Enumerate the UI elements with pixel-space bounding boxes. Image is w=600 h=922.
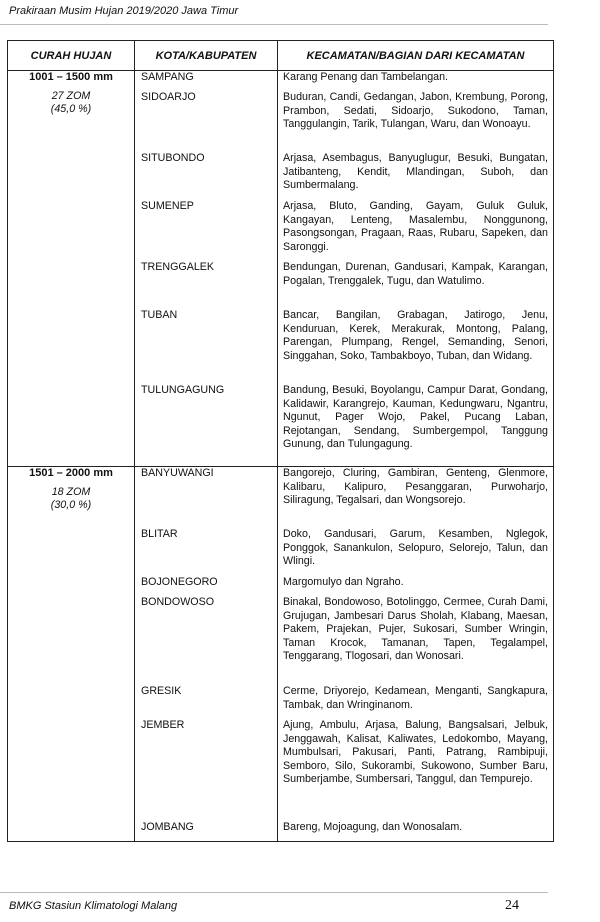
- kota-name: SUMENEP: [141, 200, 194, 212]
- column-header-kota: KOTA/KABUPATEN: [135, 41, 278, 71]
- column-header-curah-hujan: CURAH HUJAN: [8, 41, 135, 71]
- rainfall-range-cell: [8, 71, 135, 467]
- kecamatan-cell: [278, 71, 554, 467]
- zom-count: 27 ZOM: [51, 90, 91, 102]
- kecamatan-list: Bangorejo, Cluring, Gambiran, Genteng, Glenmore, Kalibaru, Kalipuro, Pesanggaran, Purwoharjo, Siliragung, Tegalsari, dan Wongsorejo.: [283, 467, 548, 507]
- kecamatan-list: Cerme, Driyorejo, Kedamean, Menganti, Sangkapura, Tambak, dan Wringinanom.: [283, 685, 548, 711]
- kota-name: BANYUWANGI: [141, 467, 214, 479]
- column-header-kecamatan: KECAMATAN/BAGIAN DARI KECAMATAN: [278, 41, 554, 71]
- kecamatan-list: Binakal, Bondowoso, Botolinggo, Cermee, Curah Dami, Grujugan, Jambesari Darus Sholah, Klabang, Maesan, Pakem, Prajekan, Pujer, Sukosari, Sumber Wringin, Taman Krocok, Tamanan, Tapen, Tegalampel, Tenggarang, Tlogosari, dan Wonosari.: [283, 596, 548, 663]
- kecamatan-list: Bandung, Besuki, Boyolangu, Campur Darat, Gondang, Kalidawir, Karangrejo, Kauman, Kedungwaru, Ngantru, Ngunut, Pager Wojo, Pakel, Pucang Laban, Rejotangan, Sendang, Sumbergempol, Tanggung Gunung, dan Tulungagung.: [283, 384, 548, 451]
- kecamatan-list: Ajung, Ambulu, Arjasa, Balung, Bangsalsari, Jelbuk, Jenggawah, Kalisat, Kaliwates, Ledokombo, Mayang, Mumbulsari, Pakusari, Panti, Patrang, Rambipuji, Semboro, Silo, Sukorambi, Sukowono, Sumber Baru, Sumberjambe, Sumbersari, Tanggul, dan Tempurejo.: [283, 719, 548, 786]
- kecamatan-list: Arjasa, Asembagus, Banyuglugur, Besuki, Bungatan, Jatibanteng, Kendit, Mlandingan, Suboh, dan Sumbermalang.: [283, 152, 548, 192]
- zom-count: 18 ZOM: [51, 486, 91, 498]
- kota-name: GRESIK: [141, 685, 182, 697]
- kota-name: BLITAR: [141, 528, 178, 540]
- kota-cell: [135, 71, 278, 467]
- kota-name: TRENGGALEK: [141, 261, 215, 273]
- kota-name: BOJONEGORO: [141, 576, 218, 588]
- footer-divider: [0, 892, 548, 893]
- kecamatan-list: Buduran, Candi, Gedangan, Jabon, Krembung, Porong, Prambon, Sedati, Sidoarjo, Sukodono, Taman, Tanggulangin, Tarik, Tulangan, Waru, dan Wonoayu.: [283, 91, 548, 131]
- kota-name: SIDOARJO: [141, 91, 196, 103]
- kecamatan-list: Bareng, Mojoagung, dan Wonosalam.: [283, 821, 463, 833]
- kecamatan-list: Margomulyo dan Ngraho.: [283, 576, 404, 588]
- rainfall-range: 1501 – 2000 mm: [29, 467, 113, 479]
- table-header-row: [8, 41, 554, 71]
- kecamatan-list: Bancar, Bangilan, Grabagan, Jatirogo, Jenu, Kenduruan, Kerek, Merakurak, Montong, Palang, Parengan, Plumpang, Rengel, Semanding, Senori, Singgahan, Soko, Tambakboyo, Tuban, dan Widang.: [283, 309, 548, 362]
- kota-name: BONDOWOSO: [141, 596, 215, 608]
- header-divider: [0, 24, 548, 25]
- kota-name: TUBAN: [141, 309, 178, 321]
- table-row-group-2: [8, 467, 554, 842]
- table-row-group-1: [8, 71, 554, 467]
- rainfall-range-cell: [8, 467, 135, 842]
- page-number: 24: [505, 898, 519, 913]
- kecamatan-list: Karang Penang dan Tambelangan.: [283, 71, 448, 83]
- page-header: Prakiraan Musim Hujan 2019/2020 Jawa Timur: [9, 5, 239, 17]
- kota-name: SAMPANG: [141, 71, 194, 83]
- kecamatan-list: Bendungan, Durenan, Gandusari, Kampak, Karangan, Pogalan, Trenggalek, Tugu, dan Watulimo.: [283, 261, 548, 287]
- rainfall-table: [7, 40, 554, 842]
- zom-percent: (45,0 %): [50, 103, 92, 115]
- kota-cell: [135, 467, 278, 842]
- page-footer: BMKG Stasiun Klimatologi Malang: [9, 900, 178, 912]
- kota-name: JEMBER: [141, 719, 185, 731]
- kecamatan-list: Doko, Gandusari, Garum, Kesamben, Nglegok, Ponggok, Sanankulon, Selopuro, Selorejo, Talun, dan Wlingi.: [283, 528, 548, 568]
- kecamatan-cell: [278, 467, 554, 842]
- kecamatan-list: Arjasa, Bluto, Ganding, Gayam, Guluk Guluk, Kangayan, Lenteng, Masalembu, Nonggunong, Pasongsongan, Pragaan, Raas, Rubaru, Sapeken, dan Saronggi.: [283, 200, 548, 253]
- kota-name: TULUNGAGUNG: [141, 384, 225, 396]
- kota-name: JOMBANG: [141, 821, 194, 833]
- zom-percent: (30,0 %): [50, 499, 92, 511]
- rainfall-range: 1001 – 1500 mm: [29, 71, 113, 83]
- kota-name: SITUBONDO: [141, 152, 205, 164]
